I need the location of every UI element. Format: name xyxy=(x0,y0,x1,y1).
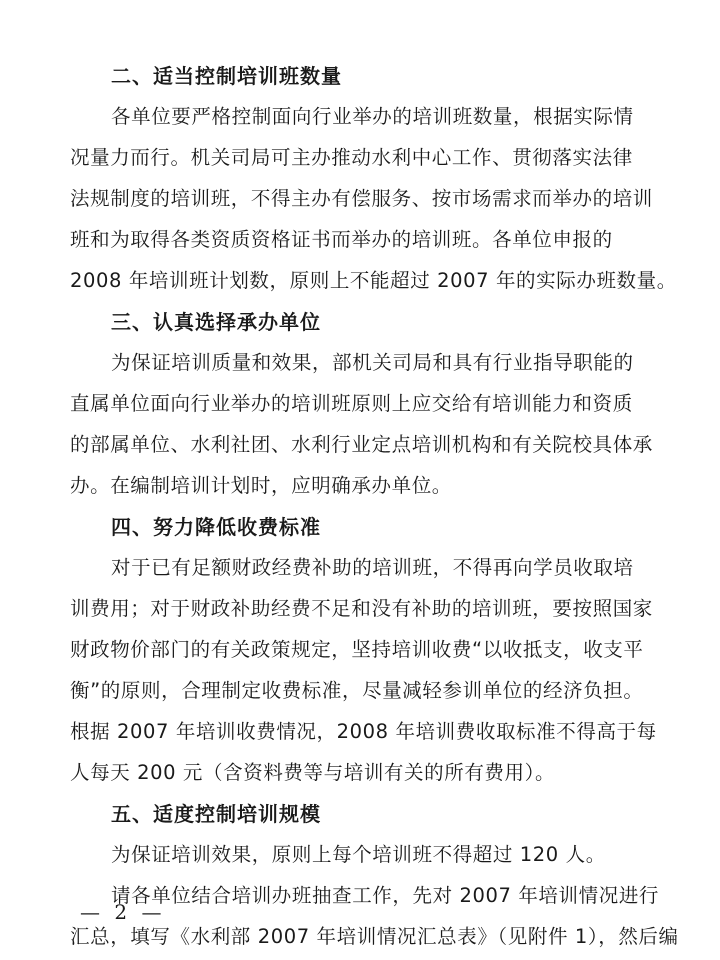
paragraph-line: 财政物价部门的有关政策规定，坚持培训收费“以收抵支，收支平 xyxy=(70,638,644,661)
section-heading-2: 二、适当控制培训班数量 xyxy=(111,64,342,88)
paragraph-line: 各单位要严格控制面向行业举办的培训班数量，根据实际情 xyxy=(111,105,634,128)
paragraph-line: 为保证培训效果，原则上每个培训班不得超过 120 人。 xyxy=(111,843,606,866)
paragraph-line: 汇总，填写《水利部 2007 年培训情况汇总表》（见附件 1），然后编 xyxy=(70,925,679,948)
paragraph-line: 衡”的原则，合理制定收费标准，尽量减轻参训单位的经济负担。 xyxy=(70,679,644,702)
paragraph-line: 办。在编制培训计划时，应明确承办单位。 xyxy=(70,474,452,497)
section-heading-4: 四、努力降低收费标准 xyxy=(111,515,321,539)
paragraph-line: 法规制度的培训班，不得主办有偿服务、按市场需求而举办的培训 xyxy=(70,187,653,210)
paragraph-line: 根据 2007 年培训收费情况，2008 年培训费收取标准不得高于每 xyxy=(70,720,657,743)
paragraph-line: 人每天 200 元（含资料费等与培训有关的所有费用）。 xyxy=(70,761,556,784)
paragraph-line: 班和为取得各类资质资格证书而举办的培训班。各单位申报的 xyxy=(70,228,613,251)
section-heading-3: 三、认真选择承办单位 xyxy=(111,310,321,334)
paragraph-line: 2008 年培训班计划数，原则上不能超过 2007 年的实际办班数量。 xyxy=(70,269,677,292)
paragraph-line: 对于已有足额财政经费补助的培训班，不得再向学员收取培 xyxy=(111,556,634,579)
paragraph-line: 的部属单位、水利社团、水利行业定点培训机构和有关院校具体承 xyxy=(70,433,653,456)
paragraph-line: 为保证培训质量和效果，部机关司局和具有行业指导职能的 xyxy=(111,351,634,374)
page-number: — 2 — xyxy=(80,900,166,924)
section-heading-5: 五、适度控制培训规模 xyxy=(111,802,321,826)
paragraph-line: 直属单位面向行业举办的培训班原则上应交给有培训能力和资质 xyxy=(70,392,633,415)
paragraph-line: 请各单位结合培训办班抽查工作，先对 2007 年培训情况进行 xyxy=(111,884,660,907)
paragraph-line: 况量力而行。机关司局可主办推动水利中心工作、贯彻落实法律 xyxy=(70,146,633,169)
paragraph-line: 训费用；对于财政补助经费不足和没有补助的培训班，要按照国家 xyxy=(70,597,653,620)
